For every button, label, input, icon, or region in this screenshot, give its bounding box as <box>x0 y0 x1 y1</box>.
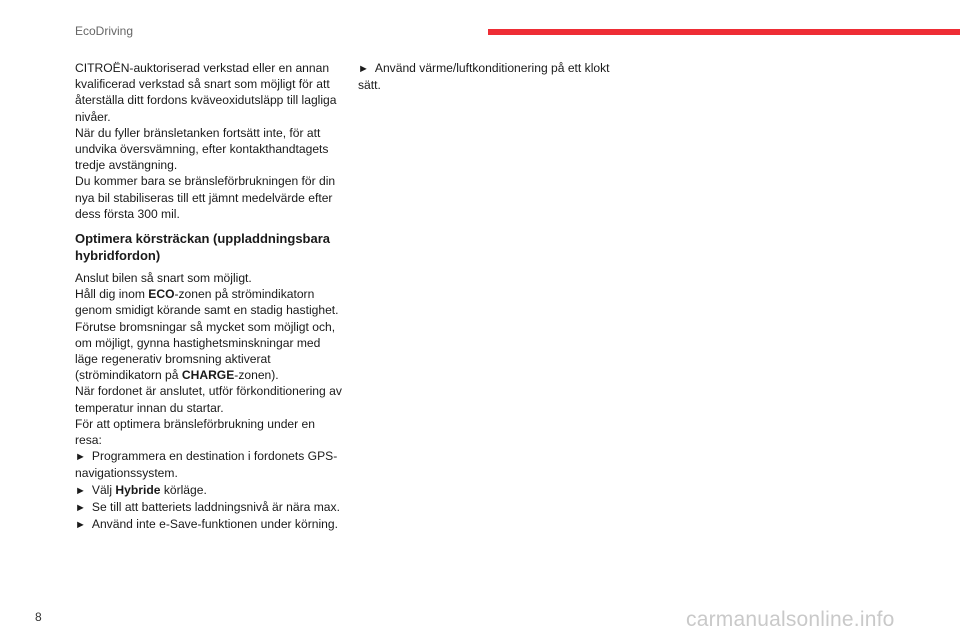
paragraph-optimize-trip: För att optimera bränsleförbrukning under en resa: <box>75 416 315 448</box>
hybride-term: Hybride <box>115 482 161 497</box>
eco-term: ECO <box>148 287 175 302</box>
text: körläge. <box>160 482 207 497</box>
bullet-item-navigation <box>75 448 345 481</box>
header-accent-bar <box>488 29 960 35</box>
text: Håll dig inom <box>75 287 149 302</box>
charge-term: CHARGE <box>181 368 235 383</box>
text: Använd inte e-Save-funktionen under körning. <box>91 517 338 532</box>
paragraph-eco-zone <box>75 286 345 318</box>
paragraph-connect: Anslut bilen så snart som möjligt. <box>75 271 252 286</box>
text: Välj <box>91 482 116 497</box>
left-column <box>75 60 345 533</box>
text: Förutse bromsningar så mycket som möjligt och, om möjligt, gynna hastighetsminskningar med läge regenerativ bromsning aktiverat (strömindikatorn på <box>75 319 336 383</box>
paragraph-braking <box>75 319 345 384</box>
intro-paragraph-1: CITROËN-auktoriserad verkstad eller en annan kvalificerad verkstad så snart som möjligt för att återställa ditt fordons kväveoxidutsläpp till lagliga nivåer. <box>75 61 337 124</box>
section-heading: Optimera körsträckan (uppladdningsbara hybridfordon) <box>75 231 331 264</box>
bullet-item-battery <box>75 499 345 516</box>
bullet-arrow-icon: ► <box>358 63 369 75</box>
intro-paragraph-2: När du fyller bränsletanken fortsätt inte, för att undvika översvämning, efter kontakthandtagets tredje avstängning. <box>75 125 329 173</box>
section-title: EcoDriving <box>75 24 134 38</box>
bullet-arrow-icon: ► <box>75 519 86 532</box>
bullet-arrow-icon: ► <box>75 501 86 514</box>
bullet-item-hybrid-mode <box>75 482 345 499</box>
intro-paragraph-3: Du kommer bara se bränsleförbrukningen för din nya bil stabiliseras till ett jämnt medelvärde efter dess första 300 mil. <box>75 174 336 221</box>
text: Se till att batteriets laddningsnivå är nära max. <box>91 499 340 514</box>
watermark: carmanualsonline.info <box>686 608 895 631</box>
bullet-item-climate <box>358 60 620 93</box>
bullet-arrow-icon: ► <box>75 451 86 464</box>
bullet-item-esave <box>75 516 345 533</box>
right-column <box>358 60 620 93</box>
bullet-arrow-icon: ► <box>75 484 86 497</box>
text: Programmera en destination i fordonets GPS-navigationssystem. <box>75 449 338 481</box>
page-number: 8 <box>35 610 42 624</box>
text: Använd värme/luftkonditionering på ett klokt sätt. <box>358 61 610 93</box>
text: -zonen på strömindikatorn genom smidigt körande samt en stadig hastighet. <box>75 287 339 318</box>
paragraph-preconditioning: När fordonet är anslutet, utför förkonditionering av temperatur innan du startar. <box>75 384 342 415</box>
text: -zonen). <box>234 368 279 383</box>
